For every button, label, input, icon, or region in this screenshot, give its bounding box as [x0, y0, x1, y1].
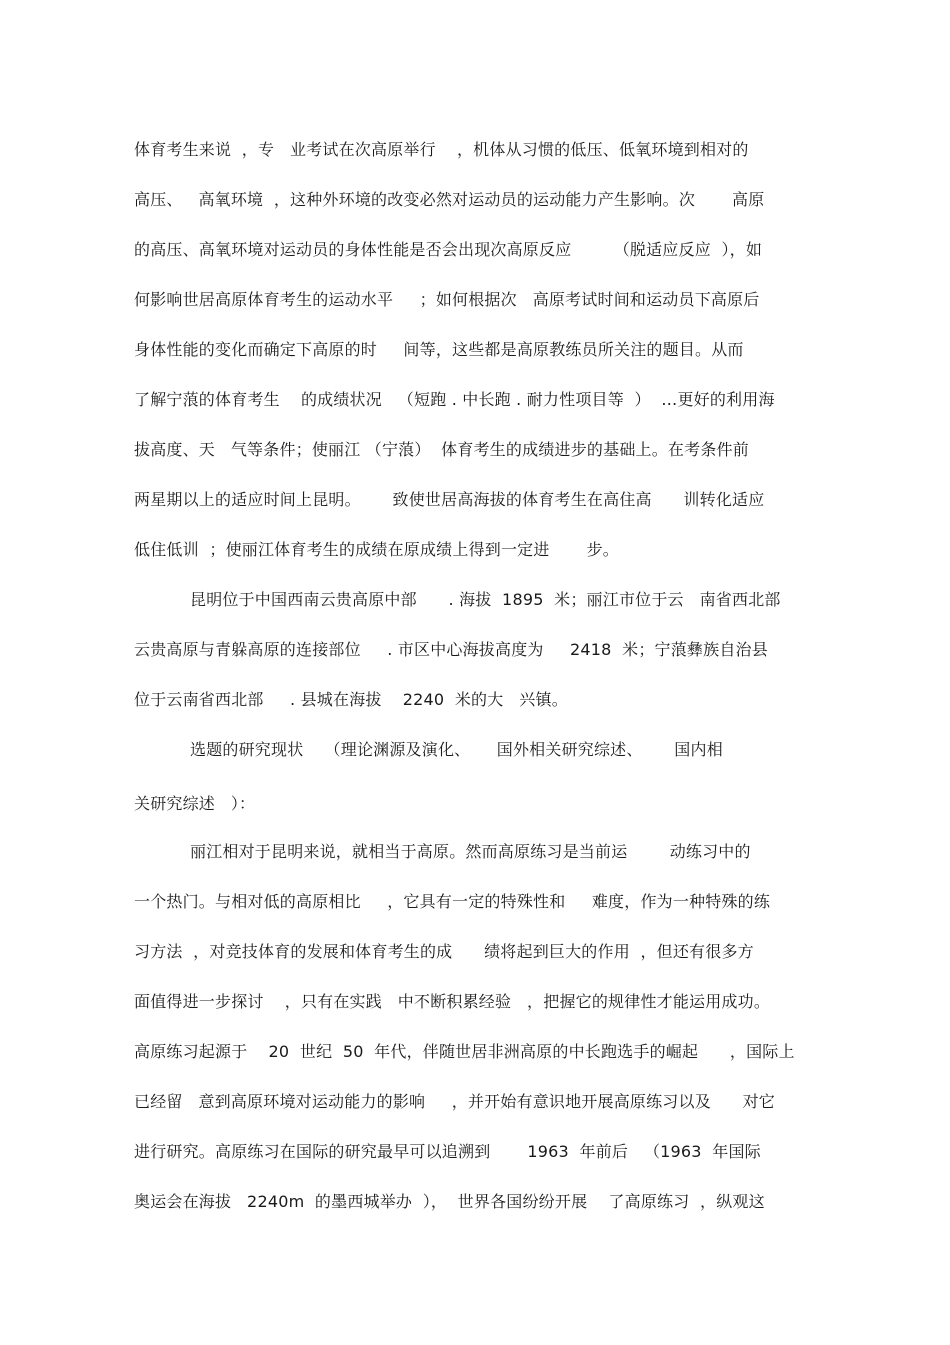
text-line: 已经留 意到高原环境对运动能力的影响 ，并开始有意识地开展高原练习以及 对它 — [134, 1092, 776, 1111]
text-line: 低住低训 ；使丽江体育考生的成绩在原成绩上得到一定进 步。 — [134, 540, 619, 559]
section-heading: 选题的研究现状 （理论渊源及演化、 国外相关研究综述、 国内相 — [190, 740, 723, 759]
text-line: 习方法 ，对竞技体育的发展和体育考生的成 绩将起到巨大的作用 ，但还有很多方 — [134, 942, 754, 961]
text-line: 位于云南省西北部 . 县城在海拔 2240 米的大 兴镇。 — [134, 690, 568, 709]
text-line: 面值得进一步探讨 ，只有在实践 中不断积累经验 ，把握它的规律性才能运用成功。 — [134, 992, 771, 1011]
section-heading-continued: 关研究综述 ）： — [134, 794, 256, 813]
text-line: 丽江相对于昆明来说，就相当于高原。然而高原练习是当前运 动练习中的 — [190, 842, 751, 861]
text-line: 进行研究。高原练习在国际的研究最早可以追溯到 1963 年前后 （1963 年国际 — [134, 1142, 761, 1161]
text-line: 云贵高原与青躲高原的连接部位 . 市区中心海拔高度为 2418 米；宁蒗彝族自治县 — [134, 640, 768, 659]
text-line: 奥运会在海拔 2240m 的墨西城举办 ）， 世界各国纷纷开展 了高原练习 ，纵观这 — [134, 1192, 765, 1211]
text-line: 高压、 高氧环境 ，这种外环境的改变必然对运动员的运动能力产生影响。次 高原 — [134, 190, 765, 209]
text-line: 身体性能的变化而确定下高原的时 间等，这些都是高原教练员所关注的题目。从而 — [134, 340, 744, 359]
text-line: 高原练习起源于 20 世纪 50 年代，伴随世居非洲高原的中长跑选手的崛起 ，国际上 — [134, 1042, 795, 1061]
text-line: 昆明位于中国西南云贵高原中部 . 海拔 1895 米；丽江市位于云 南省西北部 — [190, 590, 781, 609]
text-line: 了解宁蒗的体育考生 的成绩状况 （短跑 . 中长跑 . 耐力性项目等 ） …更好的利用海 — [134, 390, 775, 409]
text-line: 两星期以上的适应时间上昆明。 致使世居高海拔的体育考生在高住高 训转化适应 — [134, 490, 765, 509]
text-line: 拔高度、天 气等条件；使丽江 （宁蒗） 体育考生的成绩进步的基础上。在考条件前 — [134, 440, 749, 459]
text-line: 何影响世居高原体育考生的运动水平 ；如何根据次 高原考试时间和运动员下高原后 — [134, 290, 760, 309]
text-line: 的高压、高氧环境对运动员的身体性能是否会出现次高原反应 （脱适应反应 ），如 — [134, 240, 763, 259]
text-line: 一个热门。与相对低的高原相比 ，它具有一定的特殊性和 难度，作为一种特殊的练 — [134, 892, 771, 911]
text-line: 体育考生来说 ，专 业考试在次高原举行 ，机体从习惯的低压、低氧环境到相对的 — [134, 140, 749, 159]
